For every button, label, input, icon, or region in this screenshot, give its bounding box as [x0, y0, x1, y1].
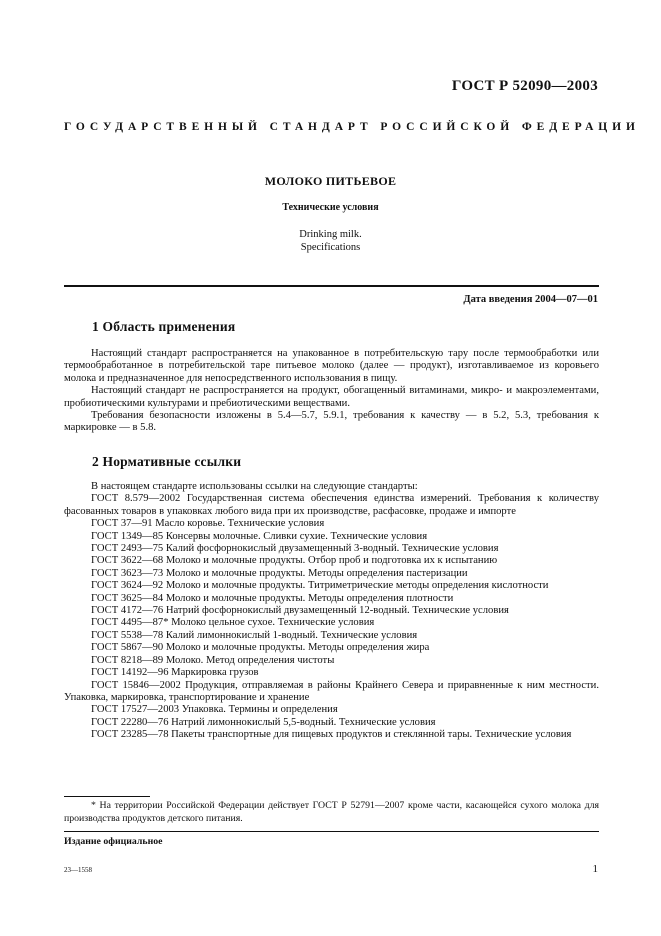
print-code: 23—1558 [64, 866, 92, 874]
edition-label: Издание официальное [64, 836, 163, 847]
reference-item: ГОСТ 2493—75 Калий фосфорнокислый двузамещенный 3-водный. Технические условия [91, 543, 499, 555]
reference-item: ГОСТ 37—91 Масло коровье. Технические условия [91, 518, 325, 530]
english-title-line-2: Specifications [300, 242, 361, 253]
page-number: 1 [592, 863, 598, 875]
introduction-date: Дата введения 2004—07—01 [463, 294, 598, 305]
document-subtitle: Технические условия [282, 202, 379, 213]
paragraph: В настоящем стандарте использованы ссылки на следующие стандарты: [91, 481, 418, 492]
footnote-text: * На территории Российской Федерации действует ГОСТ Р 52791—2007 кроме части, касающейся сухого молока для производства продуктов детского питания. [64, 800, 599, 824]
reference-item: ГОСТ 3625—84 Молоко и молочные продукты. Методы определения плотности [91, 592, 454, 604]
paragraph: Требования безопасности изложены в 5.4—5.7, 5.9.1, требования к качеству — в 5.2, 5.3, требования к маркировке — в 5.8. [64, 410, 599, 434]
english-title [0, 228, 661, 254]
reference-item: ГОСТ 3622—68 Молоко и молочные продукты. Отбор проб и подготовка их к испытанию [91, 555, 498, 567]
reference-item: ГОСТ 22280—76 Натрий лимоннокислый 5,5-водный. Технические условия [91, 716, 436, 728]
reference-item: ГОСТ 14192—96 Маркировка грузов [91, 667, 259, 679]
reference-item: ГОСТ 17527—2003 Упаковка. Термины и определения [91, 704, 338, 716]
footnote [64, 800, 599, 825]
reference-item: ГОСТ 4495—87* Молоко цельное сухое. Технические условия [91, 617, 375, 629]
standard-number: ГОСТ Р 52090—2003 [451, 78, 598, 94]
reference-item: ГОСТ 8218—89 Молоко. Метод определения чистоты [91, 654, 335, 666]
reference-item: ГОСТ 23285—78 Пакеты транспортные для пищевых продуктов и стеклянной тары. Технические условия [91, 729, 572, 741]
title-divider [64, 285, 599, 287]
document-title: МОЛОКО ПИТЬЕВОЕ [264, 174, 397, 188]
section-2-heading: 2 Нормативные ссылки [92, 454, 242, 469]
paragraph: Настоящий стандарт распространяется на упакованное в потребительскую тару после термообработки или термообработанное в потребительской таре питьевое молоко (далее — продукт), изготавливаемое из коровьего молока и предназначенное для непосредственного использования в пищу. [64, 348, 599, 384]
state-standard-banner: ГОСУДАРСТВЕННЫЙ СТАНДАРТ РОССИЙСКОЙ ФЕДЕРАЦИИ [64, 121, 640, 133]
reference-item: ГОСТ 1349—85 Консервы молочные. Сливки сухие. Технические условия [91, 530, 428, 542]
reference-item: ГОСТ 15846—2002 Продукция, отправляемая в районы Крайнего Севера и приравненные к ним местности. Упаковка, маркировка, транспортирование и хранение [64, 679, 599, 703]
english-title-line-1: Drinking milk. [299, 229, 362, 240]
section-1-heading: 1 Область применения [92, 319, 236, 334]
reference-item: ГОСТ 8.579—2002 Государственная система обеспечения единства измерений. Требования к количеству фасованных товаров в упаковках любого вида при их производстве, расфасовке, продаже и импорте [64, 493, 599, 517]
footer-divider [64, 831, 599, 832]
reference-item: ГОСТ 3623—73 Молоко и молочные продукты. Методы определения пастеризации [91, 567, 468, 579]
reference-item: ГОСТ 5867—90 Молоко и молочные продукты. Методы определения жира [91, 642, 430, 654]
reference-item: ГОСТ 5538—78 Калий лимоннокислый 1-водный. Технические условия [91, 629, 418, 641]
section-2-body [64, 481, 599, 742]
section-1-body [64, 348, 599, 435]
reference-item: ГОСТ 3624—92 Молоко и молочные продукты. Титриметрические методы определения кислотности [91, 580, 549, 592]
reference-item: ГОСТ 4172—76 Натрий фосфорнокислый двузамещенный 12-водный. Технические условия [91, 605, 509, 617]
paragraph: Настоящий стандарт не распространяется на продукт, обогащенный витаминами, микро- и макроэлементами, пробиотическими культурами и пребиотическими веществами. [64, 385, 599, 409]
footnote-divider [64, 796, 150, 797]
